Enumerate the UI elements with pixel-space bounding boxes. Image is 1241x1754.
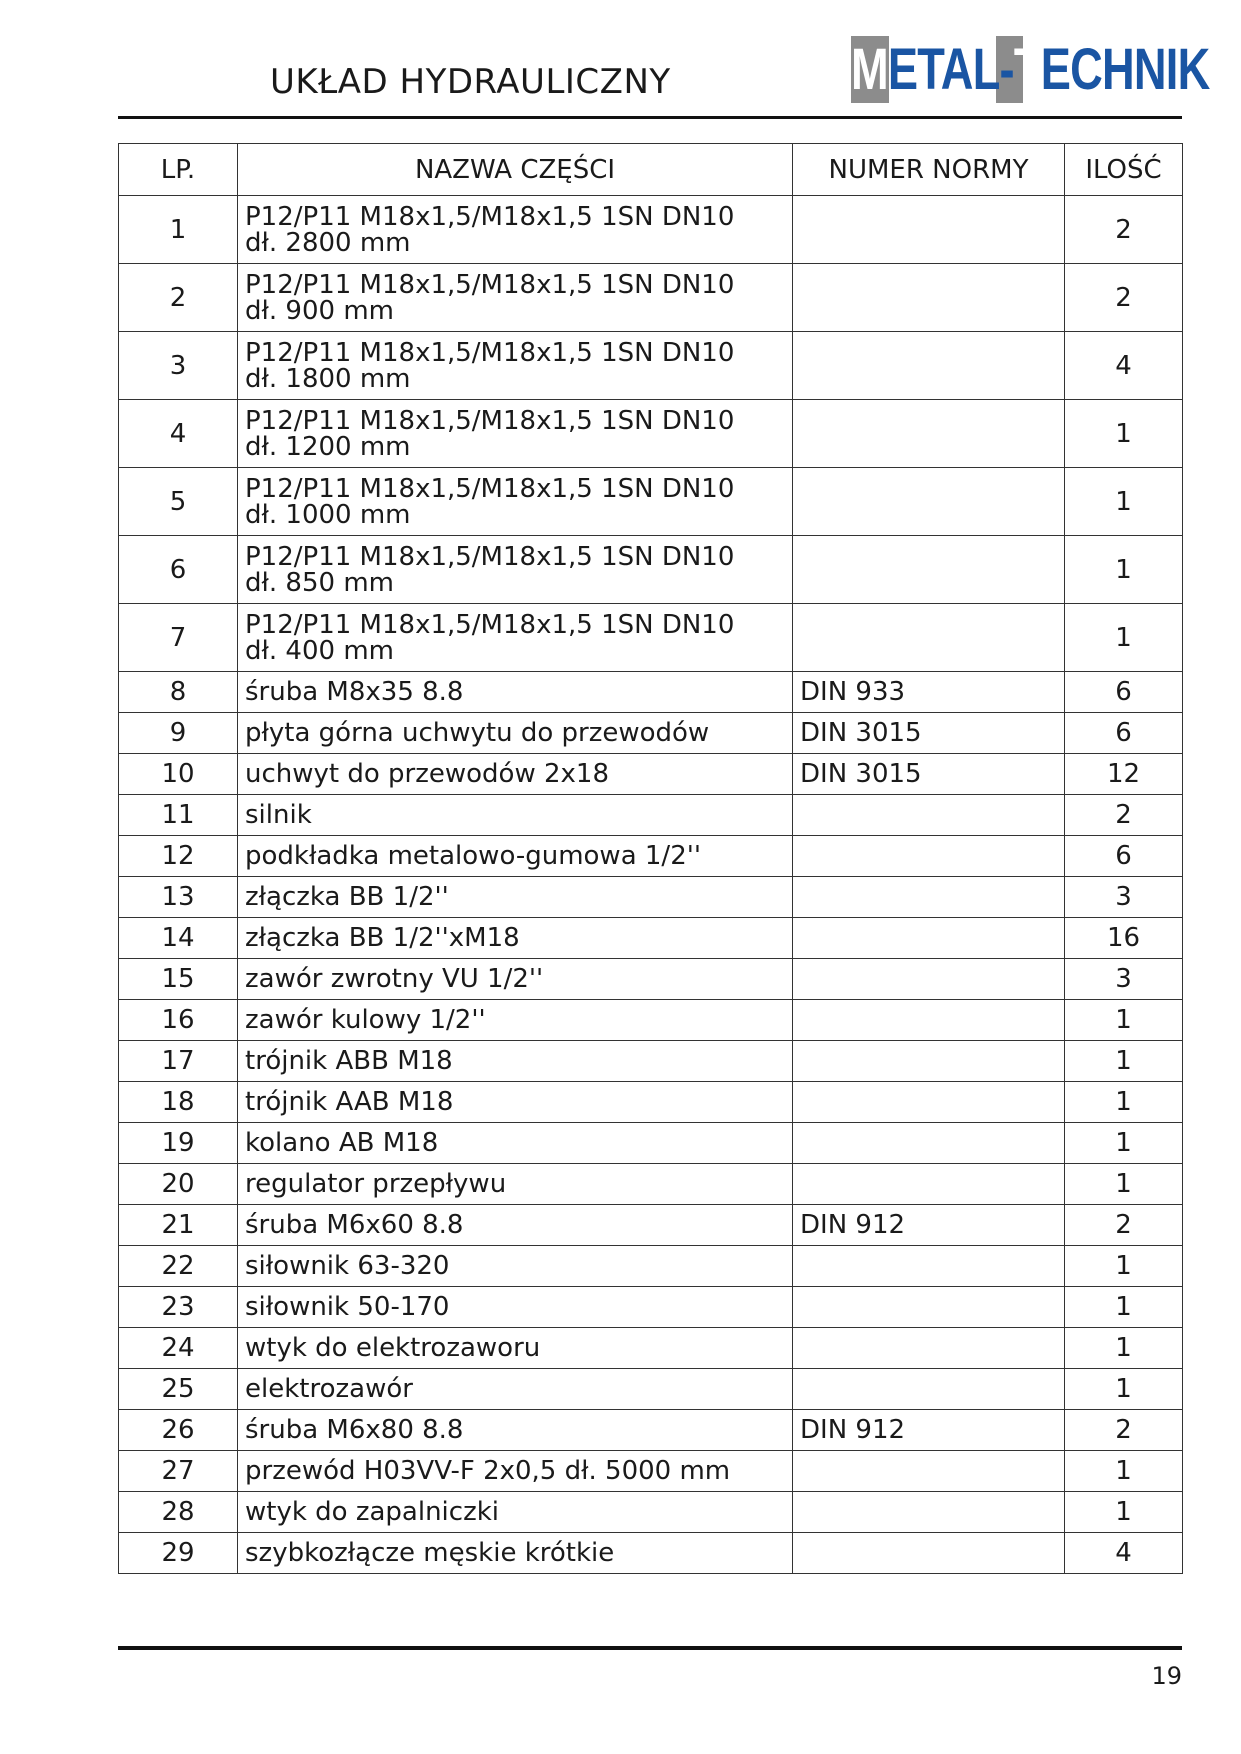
part-length: dł. 1000 mm xyxy=(245,499,411,530)
cell-norm xyxy=(793,1287,1065,1328)
cell-qty: 6 xyxy=(1065,672,1183,713)
cell-qty: 1 xyxy=(1065,1287,1183,1328)
cell-qty: 1 xyxy=(1065,400,1183,468)
cell-name xyxy=(238,877,793,918)
cell-name xyxy=(238,795,793,836)
cell-qty: 1 xyxy=(1065,1041,1183,1082)
part-name: P12/P11 M18x1,5/M18x1,5 1SN DN10 xyxy=(245,269,735,300)
cell-qty: 16 xyxy=(1065,918,1183,959)
part-name: śruba M6x60 8.8 xyxy=(245,1210,464,1240)
cell-lp: 6 xyxy=(119,536,238,604)
table-row xyxy=(119,1328,1183,1369)
cell-norm xyxy=(793,1369,1065,1410)
cell-name xyxy=(238,1123,793,1164)
table-row xyxy=(119,754,1183,795)
table-row xyxy=(119,264,1183,332)
cell-lp: 9 xyxy=(119,713,238,754)
table-row xyxy=(119,918,1183,959)
cell-norm xyxy=(793,1533,1065,1574)
cell-norm xyxy=(793,196,1065,264)
cell-qty: 1 xyxy=(1065,604,1183,672)
table-row xyxy=(119,604,1183,672)
part-name: uchwyt do przewodów 2x18 xyxy=(245,759,609,789)
company-logo xyxy=(851,36,1210,103)
cell-lp: 25 xyxy=(119,1369,238,1410)
part-length: dł. 850 mm xyxy=(245,567,394,598)
cell-lp: 16 xyxy=(119,1000,238,1041)
cell-qty: 1 xyxy=(1065,1082,1183,1123)
table-row xyxy=(119,959,1183,1000)
cell-qty: 1 xyxy=(1065,1369,1183,1410)
cell-lp: 13 xyxy=(119,877,238,918)
cell-norm xyxy=(793,264,1065,332)
cell-norm: DIN 3015 xyxy=(793,754,1065,795)
cell-name xyxy=(238,836,793,877)
cell-qty: 1 xyxy=(1065,1246,1183,1287)
part-name: P12/P11 M18x1,5/M18x1,5 1SN DN10 xyxy=(245,405,735,436)
cell-qty: 1 xyxy=(1065,1451,1183,1492)
cell-norm: DIN 912 xyxy=(793,1410,1065,1451)
part-name: trójnik ABB M18 xyxy=(245,1046,453,1076)
cell-name xyxy=(238,1287,793,1328)
cell-name xyxy=(238,468,793,536)
cell-name xyxy=(238,332,793,400)
cell-lp: 14 xyxy=(119,918,238,959)
table-row xyxy=(119,795,1183,836)
part-name: P12/P11 M18x1,5/M18x1,5 1SN DN10 xyxy=(245,201,735,232)
cell-lp: 26 xyxy=(119,1410,238,1451)
cell-name xyxy=(238,1000,793,1041)
cell-norm: DIN 912 xyxy=(793,1205,1065,1246)
cell-lp: 20 xyxy=(119,1164,238,1205)
cell-lp: 1 xyxy=(119,196,238,264)
cell-lp: 11 xyxy=(119,795,238,836)
cell-qty: 1 xyxy=(1065,1164,1183,1205)
cell-qty: 2 xyxy=(1065,1410,1183,1451)
cell-lp: 24 xyxy=(119,1328,238,1369)
cell-norm xyxy=(793,877,1065,918)
cell-qty: 2 xyxy=(1065,1205,1183,1246)
cell-qty: 2 xyxy=(1065,795,1183,836)
cell-norm xyxy=(793,795,1065,836)
table-row xyxy=(119,1287,1183,1328)
part-name: silnik xyxy=(245,800,312,830)
cell-name xyxy=(238,713,793,754)
cell-norm xyxy=(793,468,1065,536)
cell-lp: 29 xyxy=(119,1533,238,1574)
cell-qty: 2 xyxy=(1065,196,1183,264)
column-header-name: NAZWA CZĘŚCI xyxy=(238,144,793,196)
part-length: dł. 1200 mm xyxy=(245,431,411,462)
cell-lp: 18 xyxy=(119,1082,238,1123)
part-length: dł. 900 mm xyxy=(245,295,394,326)
cell-norm xyxy=(793,1082,1065,1123)
table-row xyxy=(119,836,1183,877)
cell-lp: 4 xyxy=(119,400,238,468)
cell-lp: 3 xyxy=(119,332,238,400)
cell-norm xyxy=(793,836,1065,877)
part-name: regulator przepływu xyxy=(245,1169,507,1199)
table-row xyxy=(119,1533,1183,1574)
table-row xyxy=(119,1492,1183,1533)
part-name: zawór zwrotny VU 1/2'' xyxy=(245,964,544,994)
part-name: wtyk do elektrozaworu xyxy=(245,1333,541,1363)
cell-lp: 19 xyxy=(119,1123,238,1164)
table-row xyxy=(119,1369,1183,1410)
cell-qty: 1 xyxy=(1065,1328,1183,1369)
cell-lp: 15 xyxy=(119,959,238,1000)
page-number: 19 xyxy=(1151,1662,1182,1690)
table-row xyxy=(119,1123,1183,1164)
cell-name xyxy=(238,918,793,959)
cell-lp: 12 xyxy=(119,836,238,877)
cell-norm: DIN 3015 xyxy=(793,713,1065,754)
cell-norm xyxy=(793,1492,1065,1533)
cell-lp: 22 xyxy=(119,1246,238,1287)
cell-norm xyxy=(793,1328,1065,1369)
cell-norm xyxy=(793,1164,1065,1205)
part-name: szybkozłącze męskie krótkie xyxy=(245,1538,615,1568)
table-row xyxy=(119,1164,1183,1205)
part-name: podkładka metalowo-gumowa 1/2'' xyxy=(245,841,702,871)
cell-qty: 2 xyxy=(1065,264,1183,332)
part-name: przewód H03VV-F 2x0,5 dł. 5000 mm xyxy=(245,1456,731,1486)
part-name: P12/P11 M18x1,5/M18x1,5 1SN DN10 xyxy=(245,337,735,368)
table-header-row xyxy=(119,144,1183,196)
cell-name xyxy=(238,1451,793,1492)
part-length: dł. 1800 mm xyxy=(245,363,411,394)
cell-lp: 21 xyxy=(119,1205,238,1246)
part-length: dł. 400 mm xyxy=(245,635,394,666)
cell-norm xyxy=(793,332,1065,400)
cell-norm xyxy=(793,959,1065,1000)
column-header-qty: ILOŚĆ xyxy=(1065,144,1183,196)
table-row xyxy=(119,1451,1183,1492)
cell-qty: 1 xyxy=(1065,1123,1183,1164)
part-name: złączka BB 1/2'' xyxy=(245,882,449,912)
part-name: siłownik 63-320 xyxy=(245,1251,450,1281)
cell-name xyxy=(238,536,793,604)
cell-norm xyxy=(793,604,1065,672)
table-row xyxy=(119,1205,1183,1246)
cell-lp: 10 xyxy=(119,754,238,795)
cell-qty: 6 xyxy=(1065,836,1183,877)
cell-qty: 3 xyxy=(1065,959,1183,1000)
cell-lp: 23 xyxy=(119,1287,238,1328)
header-divider xyxy=(118,116,1182,119)
part-name: elektrozawór xyxy=(245,1374,413,1404)
table-row xyxy=(119,713,1183,754)
part-name: P12/P11 M18x1,5/M18x1,5 1SN DN10 xyxy=(245,473,735,504)
part-name: kolano AB M18 xyxy=(245,1128,439,1158)
cell-norm xyxy=(793,1000,1065,1041)
table-row xyxy=(119,1410,1183,1451)
cell-norm xyxy=(793,1246,1065,1287)
footer-divider xyxy=(118,1646,1182,1650)
cell-name xyxy=(238,1246,793,1287)
table-row xyxy=(119,400,1183,468)
cell-name xyxy=(238,604,793,672)
cell-name xyxy=(238,1205,793,1246)
cell-qty: 1 xyxy=(1065,1492,1183,1533)
part-name: złączka BB 1/2''xM18 xyxy=(245,923,520,953)
table-row xyxy=(119,196,1183,264)
cell-qty: 1 xyxy=(1065,1000,1183,1041)
cell-name xyxy=(238,1041,793,1082)
logo-text: METAL-TECHNIK xyxy=(851,37,1210,102)
cell-lp: 27 xyxy=(119,1451,238,1492)
cell-lp: 28 xyxy=(119,1492,238,1533)
table-row xyxy=(119,1082,1183,1123)
cell-qty: 4 xyxy=(1065,332,1183,400)
cell-name xyxy=(238,264,793,332)
cell-name xyxy=(238,1164,793,1205)
part-name: śruba M6x80 8.8 xyxy=(245,1415,464,1445)
cell-name xyxy=(238,959,793,1000)
part-name: wtyk do zapalniczki xyxy=(245,1497,500,1527)
cell-lp: 17 xyxy=(119,1041,238,1082)
table-row xyxy=(119,468,1183,536)
cell-qty: 1 xyxy=(1065,468,1183,536)
cell-norm xyxy=(793,918,1065,959)
column-header-lp: LP. xyxy=(119,144,238,196)
cell-norm xyxy=(793,536,1065,604)
part-name: śruba M8x35 8.8 xyxy=(245,677,464,707)
cell-qty: 3 xyxy=(1065,877,1183,918)
cell-norm: DIN 933 xyxy=(793,672,1065,713)
cell-norm xyxy=(793,1041,1065,1082)
part-name: P12/P11 M18x1,5/M18x1,5 1SN DN10 xyxy=(245,609,735,640)
table-row xyxy=(119,877,1183,918)
table-row xyxy=(119,332,1183,400)
cell-name xyxy=(238,196,793,264)
cell-lp: 8 xyxy=(119,672,238,713)
table-row xyxy=(119,1041,1183,1082)
cell-qty: 1 xyxy=(1065,536,1183,604)
cell-name xyxy=(238,672,793,713)
table-row xyxy=(119,1000,1183,1041)
cell-norm xyxy=(793,400,1065,468)
column-header-norm: NUMER NORMY xyxy=(793,144,1065,196)
cell-name xyxy=(238,1328,793,1369)
part-name: trójnik AAB M18 xyxy=(245,1087,454,1117)
cell-name xyxy=(238,1369,793,1410)
table-row xyxy=(119,1246,1183,1287)
cell-name xyxy=(238,754,793,795)
cell-name xyxy=(238,1082,793,1123)
cell-lp: 2 xyxy=(119,264,238,332)
cell-lp: 7 xyxy=(119,604,238,672)
part-name: siłownik 50-170 xyxy=(245,1292,450,1322)
cell-name xyxy=(238,400,793,468)
table-row xyxy=(119,536,1183,604)
cell-qty: 4 xyxy=(1065,1533,1183,1574)
cell-name xyxy=(238,1410,793,1451)
part-length: dł. 2800 mm xyxy=(245,227,411,258)
cell-name xyxy=(238,1533,793,1574)
cell-name xyxy=(238,1492,793,1533)
parts-table xyxy=(118,143,1183,1574)
part-name: zawór kulowy 1/2'' xyxy=(245,1005,486,1035)
table-row xyxy=(119,672,1183,713)
cell-qty: 6 xyxy=(1065,713,1183,754)
cell-norm xyxy=(793,1451,1065,1492)
cell-norm xyxy=(793,1123,1065,1164)
page-title: UKŁAD HYDRAULICZNY xyxy=(270,62,671,102)
cell-lp: 5 xyxy=(119,468,238,536)
part-name: płyta górna uchwytu do przewodów xyxy=(245,718,710,748)
cell-qty: 12 xyxy=(1065,754,1183,795)
part-name: P12/P11 M18x1,5/M18x1,5 1SN DN10 xyxy=(245,541,735,572)
